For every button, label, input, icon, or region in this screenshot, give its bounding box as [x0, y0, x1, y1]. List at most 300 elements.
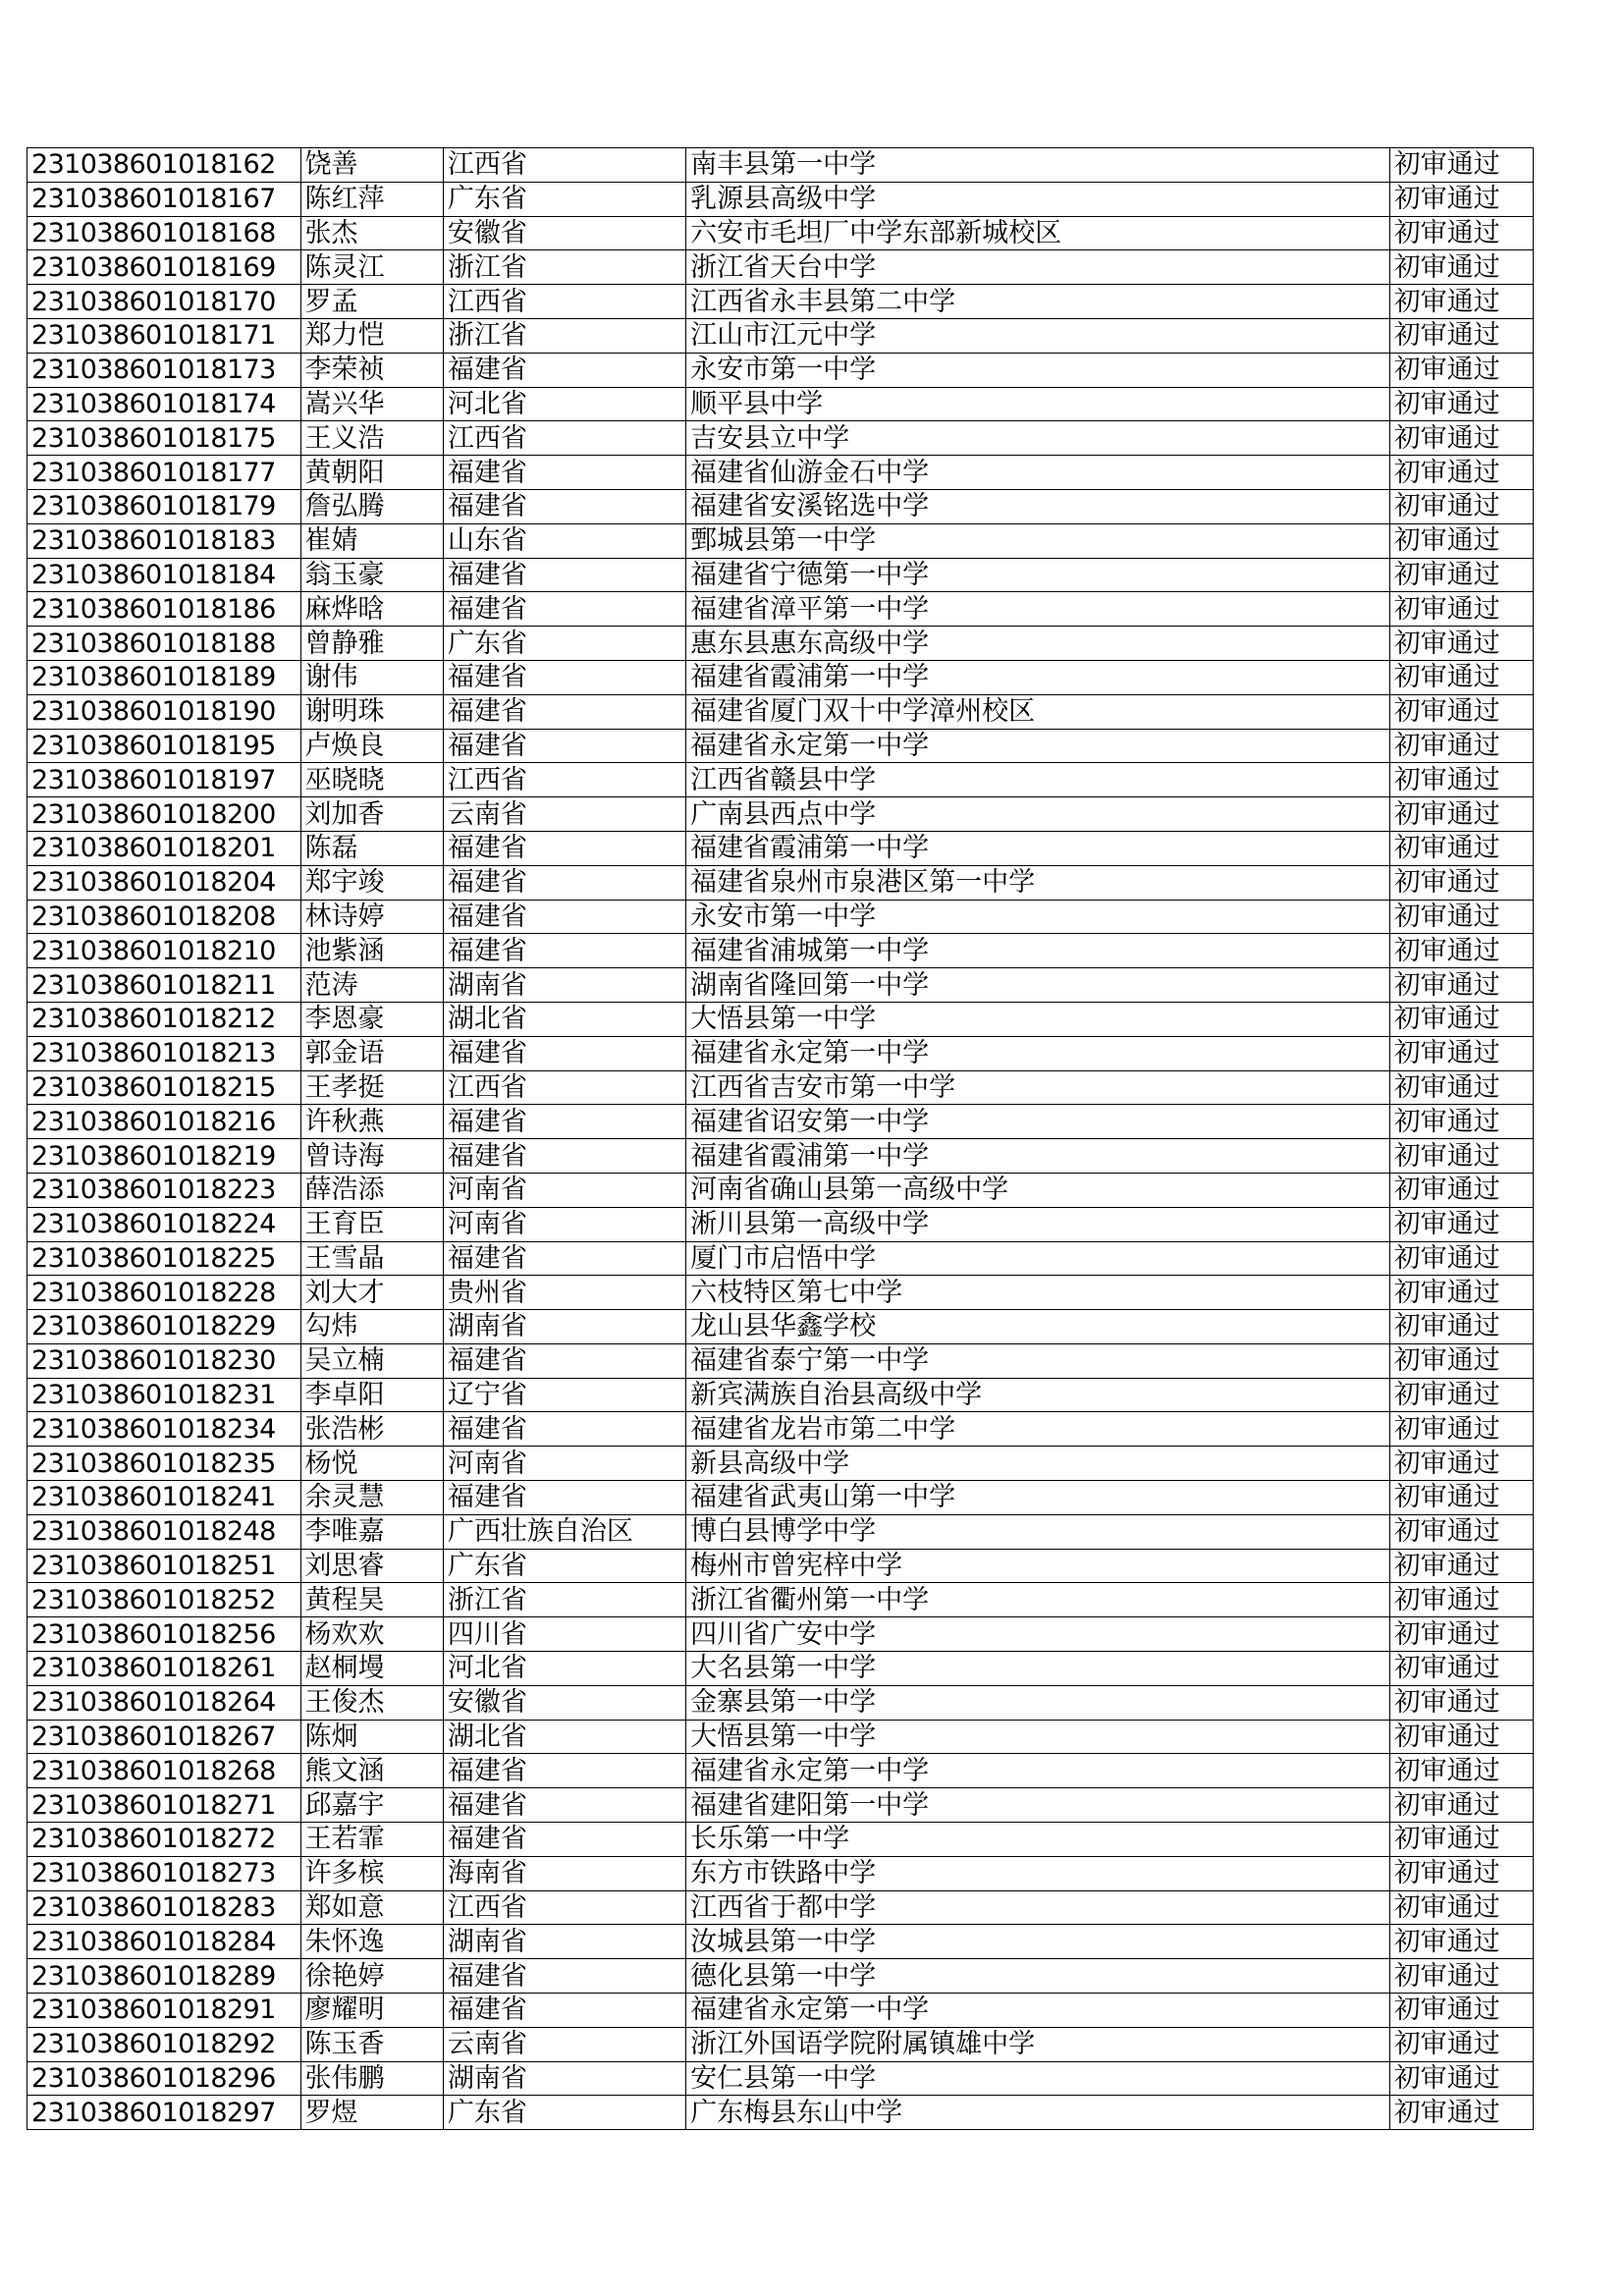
table-row — [27, 1481, 1534, 1515]
province-cell: 福建省 — [443, 1139, 685, 1174]
applicant-id-cell: 231038601018296 — [27, 2061, 301, 2096]
table-row — [27, 1412, 1534, 1447]
applicant-name-cell: 谢伟 — [300, 660, 443, 694]
applicant-name-cell: 李荣祯 — [300, 353, 443, 387]
province-cell: 云南省 — [443, 797, 685, 832]
applicant-name-cell: 郑力恺 — [300, 318, 443, 353]
province-cell: 福建省 — [443, 831, 685, 865]
applicant-name-cell: 邱嘉宇 — [300, 1788, 443, 1823]
applicant-name-cell: 曾静雅 — [300, 627, 443, 661]
review-status-cell: 初审通过 — [1389, 968, 1533, 1003]
applicant-id-cell: 231038601018168 — [27, 216, 301, 250]
province-cell: 云南省 — [443, 2027, 685, 2061]
school-cell: 福建省永定第一中学 — [686, 1754, 1390, 1788]
review-status-cell: 初审通过 — [1389, 2061, 1533, 2096]
table-row — [27, 729, 1534, 763]
review-status-cell: 初审通过 — [1389, 421, 1533, 456]
table-row — [27, 1617, 1534, 1652]
applicant-id-cell: 231038601018174 — [27, 387, 301, 421]
school-cell: 南丰县第一中学 — [686, 148, 1390, 183]
review-status-cell: 初审通过 — [1389, 250, 1533, 285]
review-status-cell: 初审通过 — [1389, 456, 1533, 490]
applicant-id-cell: 231038601018212 — [27, 1002, 301, 1036]
province-cell: 福建省 — [443, 900, 685, 934]
school-cell: 江西省赣县中学 — [686, 763, 1390, 797]
applicant-name-cell: 罗煜 — [300, 2096, 443, 2130]
review-status-cell: 初审通过 — [1389, 182, 1533, 216]
province-cell: 福建省 — [443, 1754, 685, 1788]
applicant-name-cell: 林诗婷 — [300, 900, 443, 934]
province-cell: 河南省 — [443, 1207, 685, 1241]
applicant-name-cell: 张杰 — [300, 216, 443, 250]
school-cell: 福建省厦门双十中学漳州校区 — [686, 694, 1390, 729]
applicant-id-cell: 231038601018252 — [27, 1583, 301, 1617]
applicant-name-cell: 刘加香 — [300, 797, 443, 832]
review-status-cell: 初审通过 — [1389, 1685, 1533, 1720]
table-row — [27, 250, 1534, 285]
table-row — [27, 934, 1534, 968]
applicant-id-cell: 231038601018183 — [27, 523, 301, 558]
applicant-id-cell: 231038601018256 — [27, 1617, 301, 1652]
applicant-name-cell: 杨悦 — [300, 1447, 443, 1481]
applicant-id-cell: 231038601018289 — [27, 1959, 301, 1994]
applicant-name-cell: 徐艳婷 — [300, 1959, 443, 1994]
review-status-cell: 初审通过 — [1389, 1652, 1533, 1686]
review-status-cell: 初审通过 — [1389, 2096, 1533, 2130]
province-cell: 辽宁省 — [443, 1378, 685, 1412]
province-cell: 安徽省 — [443, 1685, 685, 1720]
table-row — [27, 968, 1534, 1003]
applicant-name-cell: 张浩彬 — [300, 1412, 443, 1447]
applicant-id-cell: 231038601018177 — [27, 456, 301, 490]
applicant-name-cell: 吴立楠 — [300, 1343, 443, 1378]
table-row — [27, 456, 1534, 490]
table-row — [27, 285, 1534, 319]
school-cell: 福建省霞浦第一中学 — [686, 1139, 1390, 1174]
school-cell: 河南省确山县第一高级中学 — [686, 1173, 1390, 1207]
applicant-id-cell: 231038601018170 — [27, 285, 301, 319]
review-status-cell: 初审通过 — [1389, 318, 1533, 353]
review-status-cell: 初审通过 — [1389, 1788, 1533, 1823]
table-row — [27, 353, 1534, 387]
school-cell: 福建省诏安第一中学 — [686, 1105, 1390, 1139]
school-cell: 福建省霞浦第一中学 — [686, 831, 1390, 865]
applicant-name-cell: 翁玉豪 — [300, 558, 443, 592]
review-status-cell: 初审通过 — [1389, 797, 1533, 832]
school-cell: 新宾满族自治县高级中学 — [686, 1378, 1390, 1412]
school-cell: 乳源县高级中学 — [686, 182, 1390, 216]
applicant-name-cell: 王育臣 — [300, 1207, 443, 1241]
table-row — [27, 1343, 1534, 1378]
applicant-id-cell: 231038601018229 — [27, 1310, 301, 1344]
school-cell: 汝城县第一中学 — [686, 1925, 1390, 1959]
applicant-id-cell: 231038601018219 — [27, 1139, 301, 1174]
review-status-cell: 初审通过 — [1389, 1754, 1533, 1788]
applicant-id-cell: 231038601018215 — [27, 1070, 301, 1105]
review-status-cell: 初审通过 — [1389, 1481, 1533, 1515]
table-row — [27, 387, 1534, 421]
province-cell: 湖南省 — [443, 1925, 685, 1959]
table-row — [27, 1925, 1534, 1959]
review-status-cell: 初审通过 — [1389, 592, 1533, 627]
applicant-name-cell: 熊文涵 — [300, 1754, 443, 1788]
province-cell: 福建省 — [443, 1994, 685, 2028]
applicant-id-cell: 231038601018175 — [27, 421, 301, 456]
school-cell: 金寨县第一中学 — [686, 1685, 1390, 1720]
school-cell: 厦门市启悟中学 — [686, 1241, 1390, 1276]
review-status-cell: 初审通过 — [1389, 1890, 1533, 1925]
roster-table-body — [27, 148, 1534, 2130]
roster-table — [27, 147, 1534, 2130]
province-cell: 福建省 — [443, 489, 685, 523]
province-cell: 福建省 — [443, 1481, 685, 1515]
table-row — [27, 900, 1534, 934]
applicant-name-cell: 巫晓晓 — [300, 763, 443, 797]
school-cell: 淅川县第一高级中学 — [686, 1207, 1390, 1241]
province-cell: 贵州省 — [443, 1276, 685, 1310]
school-cell: 福建省永定第一中学 — [686, 1036, 1390, 1070]
school-cell: 福建省宁德第一中学 — [686, 558, 1390, 592]
province-cell: 福建省 — [443, 934, 685, 968]
applicant-id-cell: 231038601018241 — [27, 1481, 301, 1515]
review-status-cell: 初审通过 — [1389, 1036, 1533, 1070]
applicant-id-cell: 231038601018272 — [27, 1823, 301, 1857]
province-cell: 福建省 — [443, 1959, 685, 1994]
applicant-id-cell: 231038601018190 — [27, 694, 301, 729]
table-row — [27, 1788, 1534, 1823]
review-status-cell: 初审通过 — [1389, 729, 1533, 763]
applicant-id-cell: 231038601018201 — [27, 831, 301, 865]
review-status-cell: 初审通过 — [1389, 1276, 1533, 1310]
applicant-name-cell: 许秋燕 — [300, 1105, 443, 1139]
school-cell: 大悟县第一中学 — [686, 1002, 1390, 1036]
province-cell: 湖南省 — [443, 2061, 685, 2096]
applicant-name-cell: 郑如意 — [300, 1890, 443, 1925]
table-row — [27, 523, 1534, 558]
applicant-id-cell: 231038601018230 — [27, 1343, 301, 1378]
applicant-name-cell: 詹弘腾 — [300, 489, 443, 523]
review-status-cell: 初审通过 — [1389, 1173, 1533, 1207]
applicant-id-cell: 231038601018284 — [27, 1925, 301, 1959]
school-cell: 鄄城县第一中学 — [686, 523, 1390, 558]
applicant-id-cell: 231038601018251 — [27, 1549, 301, 1583]
applicant-id-cell: 231038601018267 — [27, 1720, 301, 1754]
table-row — [27, 1002, 1534, 1036]
applicant-id-cell: 231038601018273 — [27, 1856, 301, 1890]
review-status-cell: 初审通过 — [1389, 1002, 1533, 1036]
applicant-name-cell: 陈炯 — [300, 1720, 443, 1754]
school-cell: 福建省泉州市泉港区第一中学 — [686, 865, 1390, 900]
review-status-cell: 初审通过 — [1389, 1412, 1533, 1447]
applicant-id-cell: 231038601018208 — [27, 900, 301, 934]
applicant-id-cell: 231038601018169 — [27, 250, 301, 285]
province-cell: 福建省 — [443, 1241, 685, 1276]
school-cell: 永安市第一中学 — [686, 353, 1390, 387]
review-status-cell: 初审通过 — [1389, 285, 1533, 319]
table-row — [27, 318, 1534, 353]
table-row — [27, 1720, 1534, 1754]
applicant-id-cell: 231038601018188 — [27, 627, 301, 661]
review-status-cell: 初审通过 — [1389, 353, 1533, 387]
province-cell: 湖南省 — [443, 968, 685, 1003]
applicant-name-cell: 池紫涵 — [300, 934, 443, 968]
table-row — [27, 182, 1534, 216]
province-cell: 江西省 — [443, 421, 685, 456]
school-cell: 浙江省衢州第一中学 — [686, 1583, 1390, 1617]
applicant-id-cell: 231038601018210 — [27, 934, 301, 968]
applicant-id-cell: 231038601018162 — [27, 148, 301, 183]
table-row — [27, 1583, 1534, 1617]
school-cell: 龙山县华鑫学校 — [686, 1310, 1390, 1344]
applicant-name-cell: 陈磊 — [300, 831, 443, 865]
review-status-cell: 初审通过 — [1389, 1070, 1533, 1105]
review-status-cell: 初审通过 — [1389, 1139, 1533, 1174]
applicant-name-cell: 薛浩添 — [300, 1173, 443, 1207]
applicant-id-cell: 231038601018268 — [27, 1754, 301, 1788]
school-cell: 广东梅县东山中学 — [686, 2096, 1390, 2130]
applicant-name-cell: 郭金语 — [300, 1036, 443, 1070]
review-status-cell: 初审通过 — [1389, 558, 1533, 592]
school-cell: 福建省霞浦第一中学 — [686, 660, 1390, 694]
review-status-cell: 初审通过 — [1389, 1241, 1533, 1276]
review-status-cell: 初审通过 — [1389, 831, 1533, 865]
applicant-name-cell: 陈灵江 — [300, 250, 443, 285]
province-cell: 江西省 — [443, 763, 685, 797]
applicant-name-cell: 郑宇竣 — [300, 865, 443, 900]
table-row — [27, 1514, 1534, 1549]
review-status-cell: 初审通过 — [1389, 523, 1533, 558]
table-row — [27, 592, 1534, 627]
province-cell: 福建省 — [443, 558, 685, 592]
table-row — [27, 1994, 1534, 2028]
school-cell: 福建省建阳第一中学 — [686, 1788, 1390, 1823]
school-cell: 永安市第一中学 — [686, 900, 1390, 934]
applicant-id-cell: 231038601018264 — [27, 1685, 301, 1720]
province-cell: 福建省 — [443, 729, 685, 763]
applicant-name-cell: 王孝挺 — [300, 1070, 443, 1105]
school-cell: 东方市铁路中学 — [686, 1856, 1390, 1890]
school-cell: 浙江省天台中学 — [686, 250, 1390, 285]
applicant-id-cell: 231038601018228 — [27, 1276, 301, 1310]
table-row — [27, 148, 1534, 183]
province-cell: 浙江省 — [443, 250, 685, 285]
table-row — [27, 1549, 1534, 1583]
applicant-name-cell: 王义浩 — [300, 421, 443, 456]
applicant-name-cell: 陈玉香 — [300, 2027, 443, 2061]
table-row — [27, 1890, 1534, 1925]
table-row — [27, 1036, 1534, 1070]
applicant-id-cell: 231038601018173 — [27, 353, 301, 387]
province-cell: 福建省 — [443, 865, 685, 900]
applicant-id-cell: 231038601018197 — [27, 763, 301, 797]
applicant-name-cell: 嵩兴华 — [300, 387, 443, 421]
school-cell: 湖南省隆回第一中学 — [686, 968, 1390, 1003]
province-cell: 河北省 — [443, 387, 685, 421]
school-cell: 福建省漳平第一中学 — [686, 592, 1390, 627]
table-row — [27, 1070, 1534, 1105]
applicant-id-cell: 231038601018179 — [27, 489, 301, 523]
province-cell: 广东省 — [443, 2096, 685, 2130]
review-status-cell: 初审通过 — [1389, 1720, 1533, 1754]
province-cell: 江西省 — [443, 1890, 685, 1925]
review-status-cell: 初审通过 — [1389, 1447, 1533, 1481]
applicant-name-cell: 张伟鹏 — [300, 2061, 443, 2096]
school-cell: 大名县第一中学 — [686, 1652, 1390, 1686]
school-cell: 江西省永丰县第二中学 — [686, 285, 1390, 319]
school-cell: 福建省武夷山第一中学 — [686, 1481, 1390, 1515]
applicant-name-cell: 谢明珠 — [300, 694, 443, 729]
school-cell: 梅州市曾宪梓中学 — [686, 1549, 1390, 1583]
applicant-id-cell: 231038601018231 — [27, 1378, 301, 1412]
applicant-name-cell: 黄朝阳 — [300, 456, 443, 490]
applicant-id-cell: 231038601018224 — [27, 1207, 301, 1241]
province-cell: 海南省 — [443, 1856, 685, 1890]
review-status-cell: 初审通过 — [1389, 387, 1533, 421]
province-cell: 福建省 — [443, 456, 685, 490]
school-cell: 福建省安溪铭选中学 — [686, 489, 1390, 523]
applicant-name-cell: 范涛 — [300, 968, 443, 1003]
province-cell: 福建省 — [443, 592, 685, 627]
province-cell: 山东省 — [443, 523, 685, 558]
applicant-id-cell: 231038601018171 — [27, 318, 301, 353]
school-cell: 浙江外国语学院附属镇雄中学 — [686, 2027, 1390, 2061]
table-row — [27, 1276, 1534, 1310]
review-status-cell: 初审通过 — [1389, 1823, 1533, 1857]
applicant-id-cell: 231038601018216 — [27, 1105, 301, 1139]
province-cell: 广东省 — [443, 627, 685, 661]
school-cell: 江西省吉安市第一中学 — [686, 1070, 1390, 1105]
table-row — [27, 865, 1534, 900]
school-cell: 德化县第一中学 — [686, 1959, 1390, 1994]
applicant-id-cell: 231038601018189 — [27, 660, 301, 694]
applicant-name-cell: 黄程昊 — [300, 1583, 443, 1617]
province-cell: 浙江省 — [443, 1583, 685, 1617]
school-cell: 福建省泰宁第一中学 — [686, 1343, 1390, 1378]
table-row — [27, 1241, 1534, 1276]
province-cell: 福建省 — [443, 1343, 685, 1378]
applicant-name-cell: 王雪晶 — [300, 1241, 443, 1276]
applicant-id-cell: 231038601018283 — [27, 1890, 301, 1925]
review-status-cell: 初审通过 — [1389, 2027, 1533, 2061]
applicant-name-cell: 崔婧 — [300, 523, 443, 558]
table-row — [27, 216, 1534, 250]
table-row — [27, 558, 1534, 592]
applicant-name-cell: 卢焕良 — [300, 729, 443, 763]
table-row — [27, 421, 1534, 456]
table-row — [27, 1823, 1534, 1857]
school-cell: 江山市江元中学 — [686, 318, 1390, 353]
table-row — [27, 1447, 1534, 1481]
table-row — [27, 1754, 1534, 1788]
review-status-cell: 初审通过 — [1389, 627, 1533, 661]
applicant-name-cell: 李卓阳 — [300, 1378, 443, 1412]
table-row — [27, 1856, 1534, 1890]
province-cell: 河南省 — [443, 1173, 685, 1207]
applicant-name-cell: 杨欢欢 — [300, 1617, 443, 1652]
school-cell: 福建省仙游金石中学 — [686, 456, 1390, 490]
province-cell: 广东省 — [443, 1549, 685, 1583]
applicant-id-cell: 231038601018211 — [27, 968, 301, 1003]
school-cell: 福建省浦城第一中学 — [686, 934, 1390, 968]
applicant-name-cell: 许多槟 — [300, 1856, 443, 1890]
province-cell: 福建省 — [443, 353, 685, 387]
review-status-cell: 初审通过 — [1389, 1549, 1533, 1583]
table-row — [27, 2096, 1534, 2130]
table-row — [27, 1685, 1534, 1720]
review-status-cell: 初审通过 — [1389, 1994, 1533, 2028]
applicant-name-cell: 刘大才 — [300, 1276, 443, 1310]
province-cell: 广西壮族自治区 — [443, 1514, 685, 1549]
school-cell: 博白县博学中学 — [686, 1514, 1390, 1549]
applicant-name-cell: 麻烨晗 — [300, 592, 443, 627]
review-status-cell: 初审通过 — [1389, 1343, 1533, 1378]
school-cell: 六枝特区第七中学 — [686, 1276, 1390, 1310]
applicant-id-cell: 231038601018297 — [27, 2096, 301, 2130]
school-cell: 新县高级中学 — [686, 1447, 1390, 1481]
school-cell: 安仁县第一中学 — [686, 2061, 1390, 2096]
applicant-name-cell: 陈红萍 — [300, 182, 443, 216]
table-row — [27, 1310, 1534, 1344]
applicant-name-cell: 余灵慧 — [300, 1481, 443, 1515]
school-cell: 大悟县第一中学 — [686, 1720, 1390, 1754]
school-cell: 广南县西点中学 — [686, 797, 1390, 832]
review-status-cell: 初审通过 — [1389, 489, 1533, 523]
applicant-id-cell: 231038601018204 — [27, 865, 301, 900]
province-cell: 福建省 — [443, 1788, 685, 1823]
province-cell: 湖南省 — [443, 1310, 685, 1344]
province-cell: 福建省 — [443, 694, 685, 729]
review-status-cell: 初审通过 — [1389, 1310, 1533, 1344]
applicant-id-cell: 231038601018184 — [27, 558, 301, 592]
applicant-name-cell: 饶善 — [300, 148, 443, 183]
applicant-id-cell: 231038601018261 — [27, 1652, 301, 1686]
review-status-cell: 初审通过 — [1389, 660, 1533, 694]
applicant-name-cell: 罗孟 — [300, 285, 443, 319]
table-row — [27, 1207, 1534, 1241]
review-status-cell: 初审通过 — [1389, 1378, 1533, 1412]
applicant-name-cell: 刘思睿 — [300, 1549, 443, 1583]
table-row — [27, 1652, 1534, 1686]
province-cell: 福建省 — [443, 1105, 685, 1139]
applicant-name-cell: 廖耀明 — [300, 1994, 443, 2028]
table-row — [27, 2061, 1534, 2096]
province-cell: 江西省 — [443, 285, 685, 319]
applicant-name-cell: 赵桐墁 — [300, 1652, 443, 1686]
province-cell: 江西省 — [443, 1070, 685, 1105]
table-row — [27, 1105, 1534, 1139]
province-cell: 安徽省 — [443, 216, 685, 250]
applicant-id-cell: 231038601018225 — [27, 1241, 301, 1276]
province-cell: 四川省 — [443, 1617, 685, 1652]
table-row — [27, 1959, 1534, 1994]
applicant-id-cell: 231038601018195 — [27, 729, 301, 763]
review-status-cell: 初审通过 — [1389, 934, 1533, 968]
applicant-id-cell: 231038601018186 — [27, 592, 301, 627]
school-cell: 长乐第一中学 — [686, 1823, 1390, 1857]
school-cell: 惠东县惠东高级中学 — [686, 627, 1390, 661]
applicant-id-cell: 231038601018167 — [27, 182, 301, 216]
table-row — [27, 627, 1534, 661]
applicant-name-cell: 李恩豪 — [300, 1002, 443, 1036]
applicant-id-cell: 231038601018292 — [27, 2027, 301, 2061]
school-cell: 四川省广安中学 — [686, 1617, 1390, 1652]
review-status-cell: 初审通过 — [1389, 148, 1533, 183]
applicant-name-cell: 勾炜 — [300, 1310, 443, 1344]
review-status-cell: 初审通过 — [1389, 865, 1533, 900]
applicant-id-cell: 231038601018271 — [27, 1788, 301, 1823]
province-cell: 福建省 — [443, 1036, 685, 1070]
applicant-id-cell: 231038601018291 — [27, 1994, 301, 2028]
